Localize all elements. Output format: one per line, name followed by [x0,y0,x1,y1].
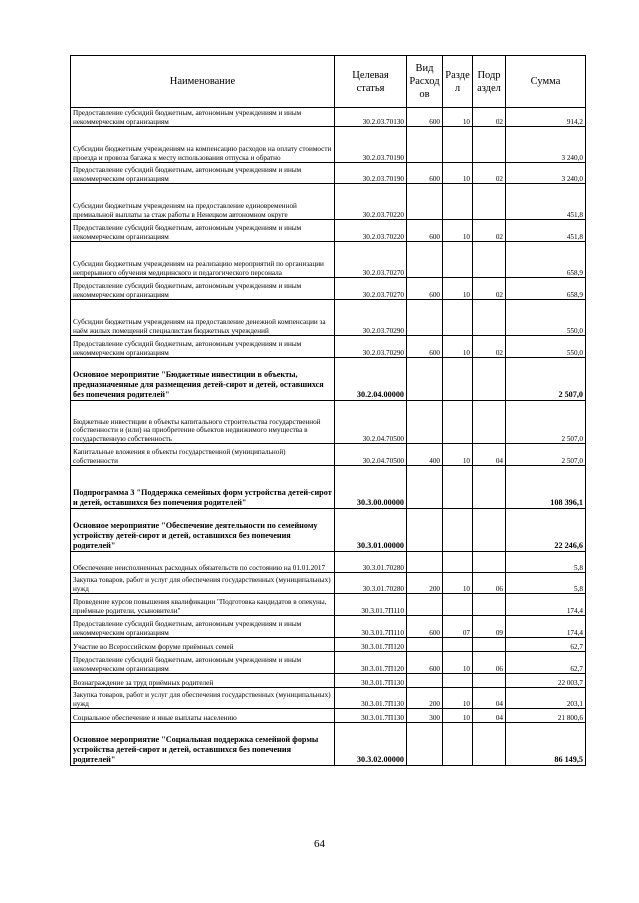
cell-name: Обеспечение неисполненных расходных обязательств по состоянию на 01.01.2017 [71,552,335,573]
table-row [71,108,586,127]
cell-name: Предоставление субсидий бюджетным, автономным учреждениям и иным некоммерческим организациям [71,163,335,184]
cell-exp-type: 200 [407,688,443,709]
cell-name: Субсидии бюджетным учреждениям на компенсацию расходов на оплату стоимости проезда и провоза багажа к месту использования отпуска и обратно [71,127,335,163]
cell-section: 10 [443,108,473,127]
cell-subsection: 06 [473,573,506,594]
cell-section [443,723,473,766]
table-row [71,278,586,300]
cell-section: 10 [443,709,473,723]
cell-name: Предоставление субсидий бюджетным, автономным учреждениям и иным некоммерческим организациям [71,616,335,638]
cell-section [443,184,473,220]
cell-section: 10 [443,163,473,184]
cell-target-code: 30.2.04.70500 [335,401,407,444]
table-row [71,220,586,242]
cell-subsection: 02 [473,220,506,242]
cell-sum: 108 396,1 [506,466,586,509]
cell-name: Основное мероприятие "Бюджетные инвестиции в объекты, предназначенные для размещения детей-сирот и детей, оставшихся без попечения родителей" [71,358,335,401]
cell-sum: 658,9 [506,278,586,300]
cell-name: Капитальные вложения в объекты государственной (муниципальной) собственности [71,444,335,466]
cell-name: Закупка товаров, работ и услуг для обеспечения государственных (муниципальных) нужд [71,688,335,709]
cell-target-code: 30.2.03.70290 [335,336,407,358]
cell-section [443,401,473,444]
cell-name: Предоставление субсидий бюджетным, автономным учреждениям и иным некоммерческим организациям [71,108,335,127]
cell-exp-type [407,466,443,509]
table-row [71,509,586,552]
cell-subsection: 04 [473,688,506,709]
cell-name: Предоставление субсидий бюджетным, автономным учреждениям и иным некоммерческим организациям [71,278,335,300]
cell-name: Вознаграждение за труд приёмных родителей [71,674,335,688]
cell-exp-type: 400 [407,444,443,466]
cell-sum: 451,8 [506,220,586,242]
cell-exp-type [407,242,443,278]
cell-target-code: 30.3.01.70280 [335,552,407,573]
table-row [71,444,586,466]
cell-section [443,127,473,163]
cell-sum: 550,0 [506,300,586,336]
header-section: Разде л [443,56,473,108]
cell-sum: 2 507,0 [506,401,586,444]
cell-section: 10 [443,573,473,594]
cell-subsection [473,594,506,616]
cell-subsection: 02 [473,163,506,184]
cell-name: Основное мероприятие "Социальная поддержка семейной формы устройства детей-сирот и детей, оставшихся без попечения родителей" [71,723,335,766]
cell-target-code: 30.3.01.7П110 [335,594,407,616]
cell-target-code: 30.2.03.70190 [335,163,407,184]
cell-subsection [473,509,506,552]
cell-section [443,552,473,573]
cell-subsection: 09 [473,616,506,638]
cell-target-code: 30.3.01.7П130 [335,674,407,688]
budget-table [70,55,586,766]
cell-section [443,594,473,616]
cell-exp-type [407,184,443,220]
cell-exp-type [407,723,443,766]
cell-name: Субсидии бюджетным учреждениям на предоставление денежной компенсации за наём жилых помещений специалистам бюджетных учреждений [71,300,335,336]
table-row [71,573,586,594]
cell-exp-type [407,401,443,444]
cell-target-code: 30.3.01.7П130 [335,688,407,709]
cell-subsection [473,358,506,401]
cell-target-code: 30.3.01.7П120 [335,638,407,652]
table-row [71,127,586,163]
cell-sum: 2 507,0 [506,444,586,466]
table-row [71,709,586,723]
cell-exp-type: 600 [407,108,443,127]
cell-subsection [473,466,506,509]
cell-sum: 451,8 [506,184,586,220]
table-row [71,466,586,509]
header-exp-type: Вид Расход ов [407,56,443,108]
cell-sum: 550,0 [506,336,586,358]
cell-target-code: 30.3.00.00000 [335,466,407,509]
cell-subsection: 04 [473,709,506,723]
table-row [71,401,586,444]
cell-section: 10 [443,336,473,358]
cell-section: 10 [443,278,473,300]
table-row [71,163,586,184]
cell-exp-type: 300 [407,709,443,723]
cell-section: 07 [443,616,473,638]
cell-subsection: 06 [473,652,506,674]
cell-section [443,300,473,336]
cell-sum: 5,8 [506,573,586,594]
cell-name: Предоставление субсидий бюджетным, автономным учреждениям и иным некоммерческим организациям [71,220,335,242]
cell-exp-type [407,127,443,163]
cell-exp-type [407,358,443,401]
table-row [71,638,586,652]
cell-target-code: 30.2.03.70270 [335,242,407,278]
cell-section [443,358,473,401]
cell-name: Участие во Всероссийском форуме приёмных семей [71,638,335,652]
header-name: Наименование [71,56,335,108]
cell-subsection [473,300,506,336]
cell-sum: 2 507,0 [506,358,586,401]
cell-subsection [473,127,506,163]
cell-name: Предоставление субсидий бюджетным, автономным учреждениям и иным некоммерческим организациям [71,336,335,358]
cell-subsection [473,674,506,688]
cell-target-code: 30.3.01.00000 [335,509,407,552]
cell-sum: 22 003,7 [506,674,586,688]
cell-name: Субсидии бюджетным учреждениям на реализацию мероприятий по организации непрерывного обучения медицинского и педагогического персонала [71,242,335,278]
cell-section: 10 [443,652,473,674]
cell-target-code: 30.2.03.70130 [335,108,407,127]
cell-exp-type: 600 [407,652,443,674]
cell-exp-type: 600 [407,616,443,638]
table-row [71,688,586,709]
table-header-row [71,56,586,108]
cell-subsection: 02 [473,278,506,300]
cell-sum: 21 800,6 [506,709,586,723]
cell-sum: 914,2 [506,108,586,127]
cell-target-code: 30.3.01.70280 [335,573,407,594]
cell-exp-type: 600 [407,163,443,184]
cell-name: Бюджетные инвестиции в объекты капитального строительства государственной собственности и (или) на приобретение объектов недвижимого имущества в государственную собственность [71,401,335,444]
cell-sum: 174,4 [506,616,586,638]
cell-sum: 174,4 [506,594,586,616]
cell-section [443,466,473,509]
cell-subsection: 02 [473,108,506,127]
cell-exp-type: 600 [407,336,443,358]
cell-target-code: 30.2.03.70190 [335,127,407,163]
cell-exp-type [407,594,443,616]
cell-exp-type: 200 [407,573,443,594]
cell-target-code: 30.3.01.7П110 [335,616,407,638]
cell-section: 10 [443,444,473,466]
cell-exp-type [407,552,443,573]
table-row [71,552,586,573]
cell-section [443,638,473,652]
page-number: 64 [314,838,325,850]
table-row [71,594,586,616]
cell-sum: 62,7 [506,638,586,652]
cell-target-code: 30.3.01.7П120 [335,652,407,674]
cell-subsection [473,184,506,220]
cell-name: Субсидии бюджетным учреждениям на предоставление единовременной премиальной выплаты за стаж работы в Ненецком автономном округе [71,184,335,220]
cell-exp-type [407,509,443,552]
cell-sum: 22 246,6 [506,509,586,552]
cell-target-code: 30.2.03.70270 [335,278,407,300]
cell-target-code: 30.2.04.70500 [335,444,407,466]
table-row [71,358,586,401]
cell-exp-type: 600 [407,278,443,300]
cell-target-code: 30.3.01.7П130 [335,709,407,723]
table-row [71,652,586,674]
table-row [71,723,586,766]
cell-sum: 5,8 [506,552,586,573]
header-sum: Сумма [506,56,586,108]
header-target: Целевая статья [335,56,407,108]
cell-sum: 658,9 [506,242,586,278]
cell-target-code: 30.2.04.00000 [335,358,407,401]
table-body [71,108,586,766]
cell-subsection: 02 [473,336,506,358]
table-row [71,336,586,358]
cell-name: Проведение курсов повышения квалификации "Подготовка кандидатов в опекуны, приёмные родители, усыновители" [71,594,335,616]
cell-sum: 3 240,0 [506,127,586,163]
table-row [71,242,586,278]
cell-sum: 3 240,0 [506,163,586,184]
cell-subsection [473,723,506,766]
cell-target-code: 30.2.03.70220 [335,184,407,220]
cell-subsection [473,638,506,652]
cell-section [443,242,473,278]
cell-target-code: 30.2.03.70220 [335,220,407,242]
cell-name: Предоставление субсидий бюджетным, автономным учреждениям и иным некоммерческим организациям [71,652,335,674]
table-row [71,184,586,220]
cell-sum: 62,7 [506,652,586,674]
cell-target-code: 30.2.03.70290 [335,300,407,336]
budget-table-page [70,55,585,766]
cell-subsection [473,552,506,573]
cell-section [443,674,473,688]
header-subsection: Подр аздел [473,56,506,108]
cell-subsection [473,401,506,444]
cell-name: Социальное обеспечение и иные выплаты населению [71,709,335,723]
table-row [71,300,586,336]
cell-name: Подпрограмма 3 "Поддержка семейных форм устройства детей-сирот и детей, оставшихся без попечения родителей" [71,466,335,509]
cell-sum: 203,1 [506,688,586,709]
cell-name: Закупка товаров, работ и услуг для обеспечения государственных (муниципальных) нужд [71,573,335,594]
cell-target-code: 30.3.02.00000 [335,723,407,766]
cell-exp-type [407,300,443,336]
cell-section: 10 [443,688,473,709]
cell-exp-type [407,674,443,688]
cell-sum: 86 149,5 [506,723,586,766]
cell-exp-type [407,638,443,652]
table-row [71,616,586,638]
cell-subsection [473,242,506,278]
cell-section [443,509,473,552]
table-row [71,674,586,688]
cell-subsection: 04 [473,444,506,466]
cell-section: 10 [443,220,473,242]
cell-exp-type: 600 [407,220,443,242]
cell-name: Основное мероприятие "Обеспечение деятельности по семейному устройству детей-сирот и детей, оставшихся без попечения родителей" [71,509,335,552]
